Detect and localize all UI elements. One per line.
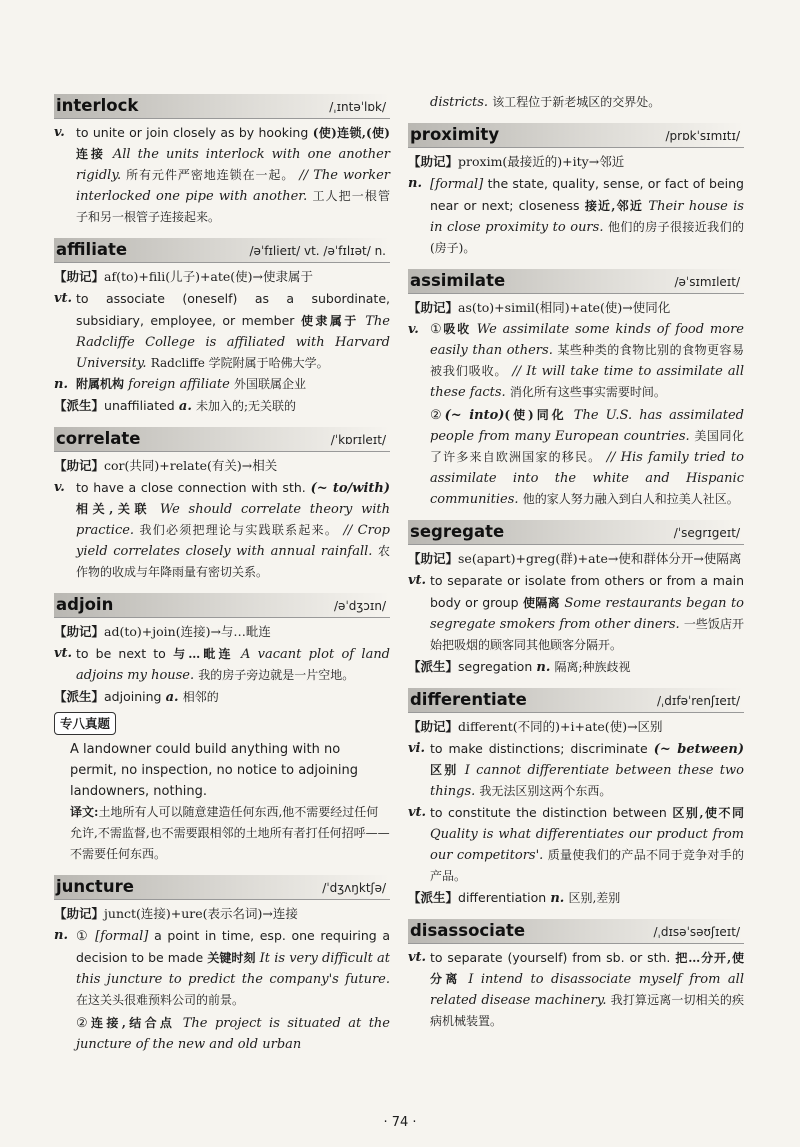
definition-zh: 把…分开,使分离 <box>430 951 744 986</box>
example-en: A vacant plot of land adjoins my house. <box>76 647 391 683</box>
entry-header <box>54 427 390 452</box>
pronunciation: /ˌɪntəˈlɒk/ <box>329 100 386 114</box>
translation-tag: 译文: <box>70 805 99 819</box>
left-column <box>54 94 390 1065</box>
example-en: Their house is in close proximity to ours. <box>430 199 744 235</box>
example-zh: 美国同化了许多来自欧洲国家的移民。 <box>430 429 744 464</box>
exam-quote-en: A landowner could build anything with no permit, no inspection, no notice to adjoining landowners, nothing. <box>70 742 358 799</box>
definition-zh: 吸收 <box>443 322 471 336</box>
entry-differentiate <box>408 688 744 909</box>
pronunciation: /əˈsɪmɪleɪt/ <box>674 275 740 289</box>
definition <box>54 477 390 583</box>
derivation-word: adjoining <box>104 689 162 704</box>
mnemonic-text: cor(共同)+relate(有关)→相关 <box>104 458 278 473</box>
derivation-zh: 隔离;种族歧视 <box>554 660 631 674</box>
mnemonic-text: af(to)+fili(儿子)+ate(使)→使隶属于 <box>104 269 314 284</box>
example-zh: 他们的房子很接近我们的(房子)。 <box>430 220 744 255</box>
definition <box>54 643 390 686</box>
definition-zh: 连接,结合点 <box>91 1016 176 1030</box>
example-zh: 我无法区别这两个东西。 <box>479 784 612 798</box>
derivation-pos: a. <box>165 690 179 705</box>
mnemonic-text: junct(连接)+ure(表示名词)→连接 <box>104 906 298 921</box>
example-zh: 我打算远离一切相关的疾病机械装置。 <box>430 993 744 1028</box>
part-of-speech: v. <box>54 125 65 140</box>
definition <box>408 947 744 1032</box>
definition-en: to separate or isolate from others or from a main body or group <box>430 573 744 610</box>
definition <box>54 374 390 395</box>
headword: disassociate <box>410 921 526 940</box>
entry-header <box>54 875 390 900</box>
pronunciation: /ˈsegrɪgeɪt/ <box>673 526 740 540</box>
part-of-speech: vt. <box>408 805 427 820</box>
definition-zh: 区别,使不同 <box>672 806 744 820</box>
entry-header <box>54 593 390 618</box>
definition <box>408 570 744 656</box>
mnemonic <box>408 548 744 570</box>
definition-zh: 附属机构 <box>76 377 125 391</box>
derivation-word: unaffiliated <box>104 398 175 413</box>
definition-en: to associate (oneself) as a subordinate, subsidiary, employee, or member <box>76 291 390 328</box>
exam-box-label: 专八真题 <box>54 712 116 735</box>
part-of-speech: n. <box>408 176 422 191</box>
definition-en: to be next to <box>76 646 166 661</box>
entry-correlate <box>54 427 390 583</box>
example-zh: 在这关头很难预料公司的前景。 <box>76 993 245 1007</box>
part-of-speech: vt. <box>408 573 427 588</box>
definition-zh: 接近,邻近 <box>584 199 644 213</box>
example-zh: 他的家人努力融入到白人和拉美人社区。 <box>522 492 739 506</box>
entry-disassociate <box>408 919 744 1032</box>
derivation-zh: 未加入的;无关联的 <box>195 399 297 413</box>
pronunciation: /ˈdʒʌŋktʃə/ <box>322 881 386 895</box>
example-zh: 一些饭店开始把吸烟的顾客同其他顾客分隔开。 <box>430 617 744 652</box>
headword: adjoin <box>56 595 114 614</box>
part-of-speech: vt. <box>408 950 427 965</box>
mnemonic <box>408 297 744 319</box>
entry-segregate <box>408 520 744 678</box>
definition-zh: 使隔离 <box>522 596 560 610</box>
mnemonic-tag: 【助记】 <box>54 624 105 639</box>
usage-note: (~ between) <box>653 742 744 757</box>
entry-assimilate <box>408 269 744 510</box>
example-en: districts. <box>430 95 489 110</box>
derivation-pos: n. <box>536 660 551 675</box>
headword: interlock <box>56 96 139 115</box>
entry-header <box>408 123 744 148</box>
pronunciation: /ˈkɒrɪleɪt/ <box>330 433 386 447</box>
example-zh: 消化所有这些事实需要时间。 <box>509 385 666 399</box>
part-of-speech: v. <box>408 322 419 337</box>
sense-2 <box>76 1013 390 1055</box>
entry-adjoin <box>54 593 390 865</box>
derivation-word: segregation <box>458 659 533 674</box>
mnemonic <box>408 151 744 173</box>
derivation-tag: 【派生】 <box>408 890 459 905</box>
definition-zh: 关键时刻 <box>207 951 256 965</box>
entry-proximity <box>408 123 744 259</box>
mnemonic-text: proxim(最接近的)+ity→邻近 <box>458 154 625 169</box>
right-column <box>408 94 744 1042</box>
headword: correlate <box>56 429 141 448</box>
example-zh: 我们必须把理论与实践联系起来。 <box>139 523 339 537</box>
definition-en: to constitute the distinction between <box>430 805 667 820</box>
part-of-speech: vt. <box>54 291 73 306</box>
entry-affiliate <box>54 238 390 417</box>
usage-note: (~ to/with) <box>310 481 390 496</box>
derivation-tag: 【派生】 <box>54 398 105 413</box>
part-of-speech: n. <box>54 377 68 392</box>
derivation <box>408 887 744 909</box>
part-of-speech: v. <box>54 480 65 495</box>
mnemonic-tag: 【助记】 <box>408 551 459 566</box>
example-en: We should correlate theory with practice. <box>76 502 390 538</box>
definition-zh: 与…毗连 <box>173 647 234 661</box>
headword: differentiate <box>410 690 527 709</box>
example-zh: 所有元件严密地连锁在一起。 <box>126 168 295 182</box>
entry-header <box>54 238 390 263</box>
definition <box>54 925 390 1055</box>
definition-en: to make distinctions; discriminate <box>430 741 648 756</box>
derivation-tag: 【派生】 <box>54 689 105 704</box>
register-label: [formal] <box>95 929 149 944</box>
pronunciation: /ˌdɪfəˈrenʃɪeɪt/ <box>656 694 740 708</box>
headword: affiliate <box>56 240 128 259</box>
mnemonic-text: as(to)+simil(相同)+ate(使)→使同化 <box>458 300 671 315</box>
mnemonic <box>54 266 390 288</box>
exam-translation <box>70 802 390 865</box>
register-label: [formal] <box>430 177 484 192</box>
definition-zh: (使)连锁,(使)连接 <box>76 126 390 161</box>
example-zh: 该工程位于新老城区的交界处。 <box>492 95 661 109</box>
continued-example <box>408 92 744 113</box>
pronunciation: /ˌdɪsəˈsəʊʃɪeɪt/ <box>653 925 740 939</box>
mnemonic <box>408 716 744 738</box>
mnemonic-tag: 【助记】 <box>54 906 105 921</box>
mnemonic-text: different(不同的)+i+ate(使)→区别 <box>458 719 663 734</box>
mnemonic-text: se(apart)+greg(群)+ate→使和群体分开→使隔离 <box>458 551 742 566</box>
entry-interlock <box>54 94 390 228</box>
entry-juncture-continued <box>408 92 744 113</box>
example-zh: 我的房子旁边就是一片空地。 <box>198 668 355 682</box>
definition-en: the state, quality, sense, or fact of being near or next; closeness <box>430 176 744 213</box>
sense-number: ② <box>76 1016 92 1031</box>
pronunciation: /əˈdʒɔɪn/ <box>334 599 386 613</box>
mnemonic-tag: 【助记】 <box>408 300 459 315</box>
entry-header <box>408 919 744 944</box>
example-en: foreign affiliate <box>128 377 230 392</box>
derivation-zh: 区别,差别 <box>568 891 621 905</box>
derivation-word: differentiation <box>458 890 547 905</box>
pronunciation: /prɒkˈsɪmɪtɪ/ <box>665 129 740 143</box>
headword: juncture <box>56 877 134 896</box>
part-of-speech: vt. <box>54 646 73 661</box>
example-zh: 质量使我们的产品不同于竞争对手的产品。 <box>430 848 744 883</box>
example-zh: 外国联属企业 <box>233 377 306 391</box>
derivation-zh: 相邻的 <box>182 690 219 704</box>
definition <box>54 288 390 374</box>
example-en: The Radcliffe College is affiliated with Harvard University. <box>76 314 390 371</box>
example-en: Quality is what differentiates our product from our competitors'. <box>430 827 744 863</box>
mnemonic-text: ad(to)+join(连接)→与…毗连 <box>104 624 271 639</box>
definition <box>408 738 744 802</box>
definition-en: a point in time, esp. one requiring a decision to be made <box>76 928 390 965</box>
page-number: · 74 · <box>383 1115 417 1130</box>
derivation <box>54 395 390 417</box>
example-en: // His family tried to assimilate into the white and Hispanic communities. <box>430 450 744 507</box>
part-of-speech: vi. <box>408 741 426 756</box>
derivation-pos: n. <box>550 891 565 906</box>
definition <box>408 319 744 510</box>
example-zh: Radcliffe 学院附属于哈佛大学。 <box>150 356 329 370</box>
entry-header <box>408 269 744 294</box>
definition <box>408 802 744 887</box>
definition-zh: 区别 <box>430 763 459 777</box>
exam-box <box>54 708 390 739</box>
definition-zh: (使)同化 <box>504 408 567 422</box>
pronunciation: /əˈfɪlieɪt/ vt. /əˈfɪlɪət/ n. <box>249 244 386 258</box>
example-en: I cannot differentiate between these two things. <box>430 763 744 799</box>
example-en: // The worker interlocked one pipe with another. <box>76 168 390 204</box>
example-zh: 工人把一根管子和另一根管子连接起来。 <box>76 189 390 224</box>
sense-number: ② <box>430 408 445 423</box>
mnemonic-tag: 【助记】 <box>408 154 459 169</box>
mnemonic-tag: 【助记】 <box>54 458 105 473</box>
example-en: Some restaurants began to segregate smokers from other diners. <box>430 596 745 632</box>
definition-en: to separate (yourself) from sb. or sth. <box>430 950 671 965</box>
derivation <box>54 686 390 708</box>
entry-header <box>408 688 744 713</box>
example-en: We assimilate some kinds of food more easily than others. <box>430 322 744 358</box>
example-zh: 某些种类的食物比别的食物更容易被我们吸收。 <box>430 343 744 378</box>
entry-header <box>408 520 744 545</box>
headword: proximity <box>410 125 500 144</box>
entry-juncture <box>54 875 390 1055</box>
sense-number: ① <box>76 929 90 944</box>
derivation <box>408 656 744 678</box>
part-of-speech: n. <box>54 928 68 943</box>
entry-header <box>54 94 390 119</box>
headword: segregate <box>410 522 505 541</box>
example-en: // Crop yield correlates closely with annual rainfall. <box>76 523 390 559</box>
definition-zh: 使隶属于 <box>300 314 359 328</box>
headword: assimilate <box>410 271 506 290</box>
definition <box>408 173 744 259</box>
definition-zh: 相关,关联 <box>76 502 152 516</box>
example-en: All the units interlock with one another rigidly. <box>76 147 390 183</box>
exam-quote <box>54 739 390 865</box>
definition-en: to have a close connection with sth. <box>76 480 306 495</box>
example-zh: 农作物的收成与年降雨量有密切关系。 <box>76 544 390 579</box>
definition <box>54 122 390 228</box>
mnemonic-tag: 【助记】 <box>408 719 459 734</box>
mnemonic-tag: 【助记】 <box>54 269 105 284</box>
example-en: // It will take time to assimilate all these facts. <box>430 364 744 400</box>
sense-2 <box>430 405 744 510</box>
example-en: The U.S. has assimilated people from many European countries. <box>430 408 744 444</box>
mnemonic <box>54 621 390 643</box>
mnemonic <box>54 903 390 925</box>
mnemonic <box>54 455 390 477</box>
derivation-pos: a. <box>178 399 192 414</box>
example-en: I intend to disassociate myself from all related disease machinery. <box>430 972 744 1008</box>
definition-en: to unite or join closely as by hooking <box>76 125 309 140</box>
sense-number: ① <box>430 322 444 337</box>
usage-note: (~ into) <box>444 408 505 423</box>
translation-zh: 土地所有人可以随意建造任何东西,他不需要经过任何允许,不需监督,也不需要跟相邻的土地所有者打任何招呼——不需要任何东西。 <box>70 805 390 861</box>
example-en: The project is situated at the juncture of the new and old urban <box>76 1016 391 1052</box>
derivation-tag: 【派生】 <box>408 659 459 674</box>
example-en: It is very difficult at this juncture to predict the company's future. <box>76 951 390 987</box>
